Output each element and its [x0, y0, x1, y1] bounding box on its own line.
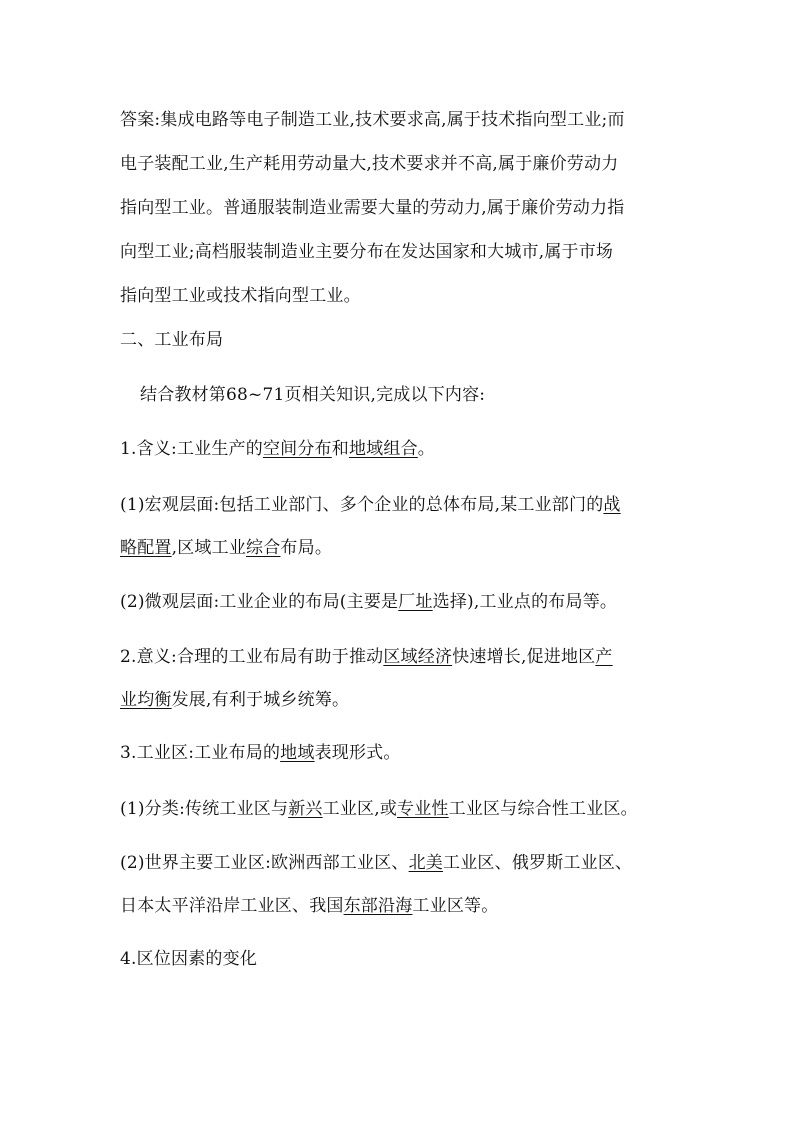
text: 工业区等。	[412, 896, 499, 916]
text: 快速增长,促进地区	[452, 647, 596, 667]
text: 工业区,或	[322, 799, 398, 819]
blank-answer: 略配置	[120, 538, 172, 558]
text: 。	[417, 439, 435, 459]
item-3-1	[120, 797, 638, 821]
item-3-2-line-1	[120, 851, 632, 875]
blank-answer: 东部沿海	[343, 896, 413, 916]
text: (2)世界主要工业区:欧洲西部工业区、	[120, 853, 409, 873]
text: 1.含义:工业生产的	[120, 439, 263, 459]
text: 选择),工业点的布局等。	[432, 592, 618, 612]
blank-answer: 综合	[246, 538, 281, 558]
item-3-2-line-2	[120, 894, 498, 918]
section-title: 二、工业布局	[120, 330, 224, 350]
blank-answer: 空间分布	[262, 439, 332, 459]
text: 布局。	[280, 538, 333, 558]
blank-answer: 业均衡	[120, 690, 172, 710]
blank-answer: 新兴	[288, 799, 323, 819]
text: (1)分类:传统工业区与	[120, 799, 289, 819]
answer-line-5: 指向型工业或技术指向型工业。	[120, 286, 361, 306]
item-1-1-line-1	[120, 493, 621, 517]
blank-answer: 战	[603, 495, 621, 515]
text: (1)宏观层面:包括工业部门、多个企业的总体布局,某工业部门的	[120, 495, 604, 515]
item-3-definition	[120, 741, 401, 765]
blank-answer: 区域经济	[383, 647, 453, 667]
item-1-2	[120, 590, 617, 614]
answer-line-1: 答案:集成电路等电子制造工业,技术要求高,属于技术指向型工业;而	[120, 110, 625, 130]
text: ,区域工业	[171, 538, 247, 558]
text: 3.工业区:工业布局的	[120, 743, 281, 763]
text: 和	[331, 439, 349, 459]
blank-answer: 产	[595, 647, 613, 667]
item-4-heading: 4.区位因素的变化	[120, 949, 258, 969]
text: (2)微观层面:工业企业的布局(主要是	[120, 592, 399, 612]
text: 2.意义:合理的工业布局有助于推动	[120, 647, 384, 667]
item-2-line-1	[120, 645, 613, 669]
answer-line-3: 指向型工业。普通服装制造业需要大量的劳动力,属于廉价劳动力指	[120, 198, 625, 218]
blank-answer: 地域组合	[348, 439, 418, 459]
item-2-line-2	[120, 688, 349, 712]
text: 表现形式。	[314, 743, 401, 763]
blank-answer: 专业性	[397, 799, 449, 819]
text: 工业区与综合性工业区。	[448, 799, 638, 819]
item-1-definition	[120, 437, 435, 461]
text: 日本太平洋沿岸工业区、我国	[120, 896, 344, 916]
answer-line-2: 电子装配工业,生产耗用劳动量大,技术要求并不高,属于廉价劳动力	[120, 154, 619, 174]
item-1-1-line-2	[120, 536, 332, 560]
answer-line-4: 向型工业;高档服装制造业主要分布在发达国家和大城市,属于市场	[120, 242, 614, 262]
text: 工业区、俄罗斯工业区、	[443, 853, 633, 873]
section-intro: 结合教材第68~71页相关知识,完成以下内容:	[140, 385, 486, 405]
text: 发展,有利于城乡统筹。	[171, 690, 350, 710]
blank-answer: 地域	[280, 743, 315, 763]
blank-answer: 厂址	[398, 592, 433, 612]
blank-answer: 北美	[408, 853, 444, 873]
